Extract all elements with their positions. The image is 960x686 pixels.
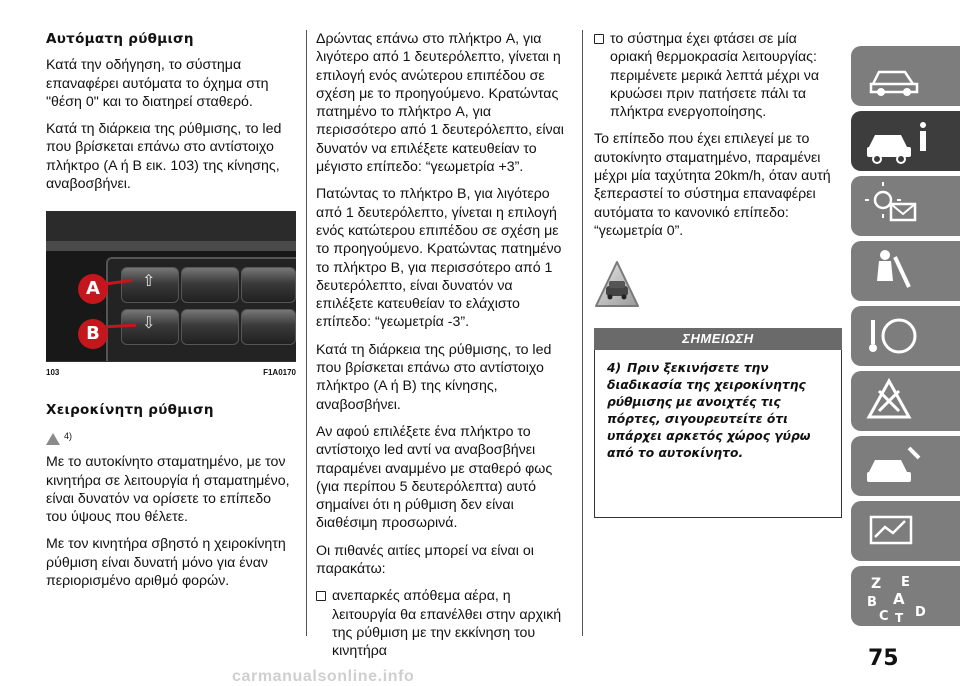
tab-maintenance[interactable] (851, 436, 960, 496)
note-number: 4) (607, 361, 622, 376)
column-left (46, 30, 296, 599)
paragraph: Κατά τη διάρκεια της ρύθμισης, το led που βρίσκεται επάνω στο αντίστοιχο πλήκτρο (A ή B εικ. 103) της κίνησης, αναβοσβήνει. (46, 121, 282, 193)
starting-driving-icon (865, 312, 925, 360)
raise-car-icon: ⇧ (142, 273, 156, 291)
tab-technical-data[interactable] (851, 501, 960, 561)
tab-starting-driving[interactable] (851, 306, 960, 366)
index-icon (865, 572, 945, 622)
technical-data-icon (865, 507, 925, 555)
list-item: ανεπαρκές απόθεμα αέρα, η λειτουργία θα επανέλθει στην αρχική της ρύθμιση με την εκκίνηση του κινητήρα (316, 587, 572, 660)
index-letter: Z (871, 576, 882, 592)
tab-emergency[interactable] (851, 371, 960, 431)
index-letter: C (879, 609, 889, 622)
note-box (594, 350, 842, 518)
paragraph: Δρώντας επάνω στο πλήκτρο A, για λιγότερο από 1 δευτερόλεπτο, γίνεται η επιλογή ενός ανώτερου επιπέδου σε σχέση με το προηγούμενο. Κρατώντας πατημένο το πλήκτρο A, για περισσότερο από 1 δευτερόλεπτο, είναι δυνατόν να επιλέξετε κατευθείαν το μέγιστο επίπεδο: “γεωμετρία +3”. (316, 31, 564, 176)
lower-car-icon: ⇩ (142, 315, 156, 333)
tab-car-info[interactable] (851, 111, 960, 171)
warning-lights-icon (865, 182, 925, 230)
page-number: 75 (868, 646, 899, 671)
column-divider (582, 30, 583, 636)
note-text: Πριν ξεκινήσετε την διαδικασία της χειροκίνητης ρύθμισης με ανοιχτές τις πόρτες, σιγουρευτείτε ότι υπάρχει αρκετός χώρος γύρω από το αυτοκίνητο. (607, 361, 811, 461)
paragraph: Πατώντας το πλήκτρο B, για λιγότερο από 1 δευτερόλεπτο, γίνεται η επιλογή ενός κατώτερου επιπέδου σε σχέση με το προηγούμενο. Κρατώντας πατημένο το πλήκτρο B, για περισσότερο από 1 δευτερόλεπτο, είναι δυνατόν να επιλέξετε κατευθείαν το ελάχιστο επίπεδο: “γεωμετρία -3”. (316, 186, 562, 331)
callout-b: B (78, 319, 108, 349)
heading-manual-adjustment: Χειροκίνητη ρύθμιση (46, 401, 214, 418)
index-letter: B (867, 595, 877, 610)
index-letter: E (901, 575, 910, 590)
paragraph: Οι πιθανές αιτίες μπορεί να είναι οι παρακάτω: (316, 542, 534, 578)
paragraph: Το επίπεδο που έχει επιλεγεί με το αυτοκίνητο σταματημένο, παραμένει μέχρι μία ταχύτητα 20km/h, όταν αυτή ξεπεραστεί το σύστημα επαναφέρει αυτόματα το κανονικό επίπεδο: “γεωμετρία 0”. (594, 131, 831, 239)
checkbox-bullet-icon (316, 591, 326, 601)
figure-number: 103 (46, 368, 60, 378)
figure-code: F1A0170 (263, 368, 296, 378)
warning-triangle-icon (46, 433, 60, 445)
heading-automatic-adjustment: Αυτόματη ρύθμιση (46, 31, 194, 47)
safety-airbag-icon (865, 247, 925, 295)
tab-index[interactable] (851, 566, 960, 626)
car-overview-icon (865, 52, 925, 100)
column-middle (316, 30, 572, 661)
watermark: carmanualsonline.info (232, 668, 415, 685)
index-letter: A (893, 590, 905, 608)
tab-car-overview[interactable] (851, 46, 960, 106)
paragraph: Κατά την οδήγηση, το σύστημα επαναφέρει αυτόματα το όχημα στη "θέση 0" και το διατηρεί σταθερό. (46, 57, 269, 110)
warning-ref-number: 4) (64, 430, 73, 441)
callout-a: A (78, 274, 108, 304)
warning-reference (46, 427, 296, 445)
button-panel-photo (46, 211, 296, 361)
road-warning-icon (594, 260, 640, 310)
car-info-icon (865, 117, 935, 165)
figure-103 (46, 211, 296, 382)
column-right (594, 30, 842, 518)
checkbox-bullet-icon (594, 34, 604, 44)
index-letter: T (895, 611, 904, 622)
index-letter: D (915, 605, 926, 620)
note-header: ΣΗΜΕΙΩΣΗ (594, 328, 842, 350)
emergency-icon (865, 377, 925, 425)
paragraph: Κατά τη διάρκεια της ρύθμισης, το led που βρίσκεται επάνω στο αντίστοιχο πλήκτρο (A ή B) της κίνησης, αναβοσβήνει. (316, 341, 552, 413)
paragraph: Με το αυτοκίνητο σταματημένο, με τον κινητήρα σε λειτουργία ή σταματημένο, είναι δυνατόν να ορίσετε το επίπεδο του ύψους που θέλετε. (46, 454, 290, 526)
figure-caption (46, 361, 296, 382)
paragraph: Με τον κινητήρα σβηστό η χειροκίνητη ρύθμιση είναι δυνατή μόνο για έναν περιορισμένο αριθμό φορών. (46, 536, 286, 590)
maintenance-icon (865, 442, 925, 490)
tab-warning-lights[interactable] (851, 176, 960, 236)
paragraph: Αν αφού επιλέξετε ένα πλήκτρο το αντίστοιχο led αντί να αναβοσβήνει παραμένει αναμμένο με σταθερό φως (για περίπου 5 δευτερόλεπτα) αυτό σημαίνει ότι η ρύθμιση δεν είναι διαθέσιμη προσωρινά. (316, 423, 553, 532)
column-divider (306, 30, 307, 636)
list-item: το σύστημα έχει φτάσει σε μία οριακή θερμοκρασία λειτουργίας: περιμένετε μερικά λεπτά μέχρι να κρυώσει πριν πατήσετε πάλι τα πλήκτρα ενεργοποίησης. (594, 30, 842, 121)
tab-safety[interactable] (851, 241, 960, 301)
